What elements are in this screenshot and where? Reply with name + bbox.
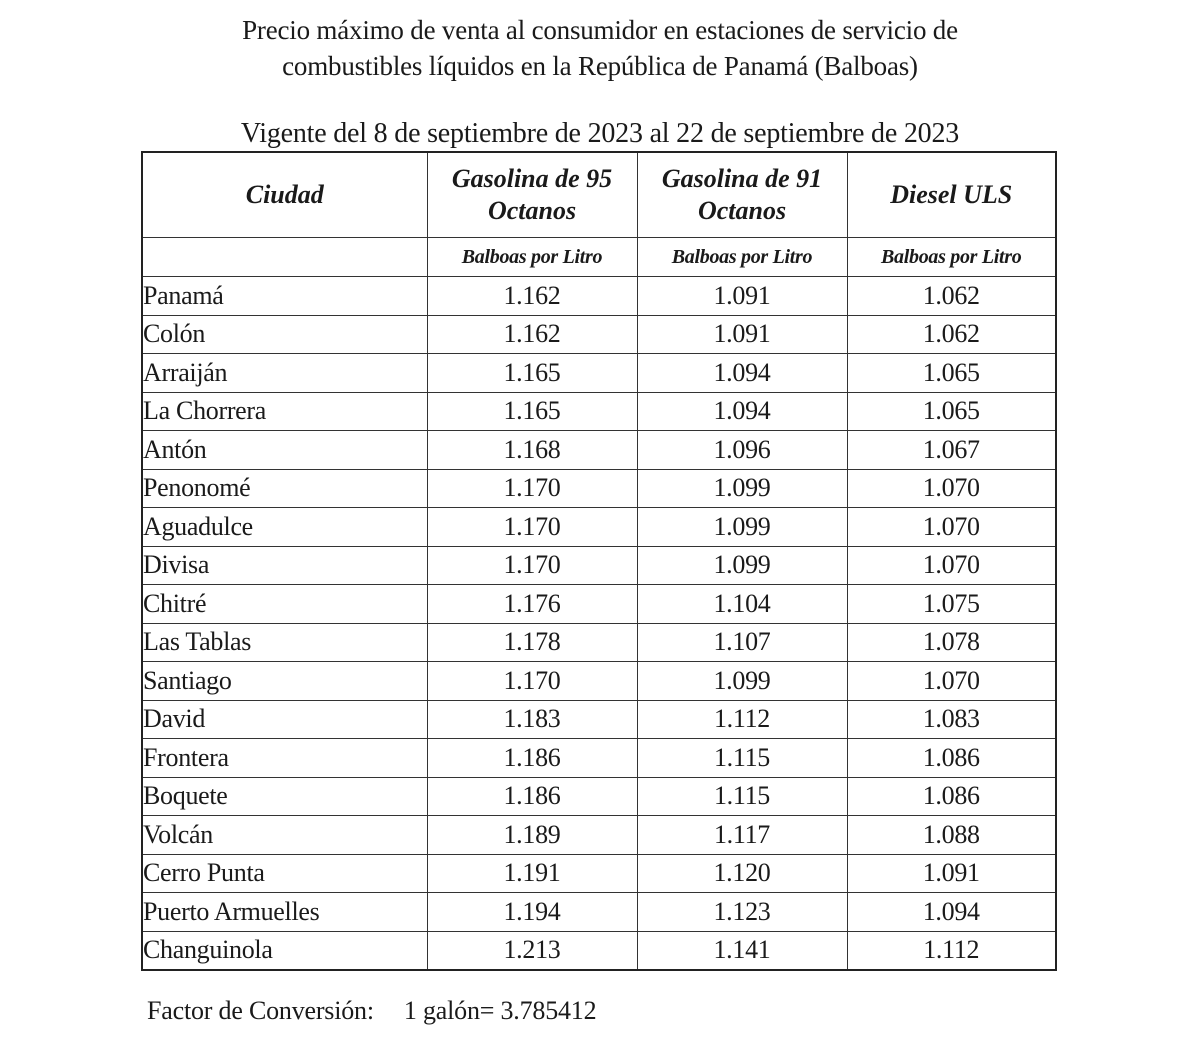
gas95-cell: 1.170	[427, 508, 637, 547]
diesel-cell: 1.088	[847, 816, 1056, 855]
gas95-cell: 1.165	[427, 392, 637, 431]
city-cell: David	[142, 700, 427, 739]
document-title	[0, 12, 1200, 84]
unit-city-empty	[142, 238, 427, 277]
header-gas95	[427, 152, 637, 238]
diesel-cell: 1.065	[847, 392, 1056, 431]
gas91-cell: 1.123	[637, 893, 847, 932]
gas95-cell: 1.165	[427, 354, 637, 393]
title-line-1: Precio máximo de venta al consumidor en estaciones de servicio de	[242, 15, 958, 45]
table-row	[142, 469, 1056, 508]
diesel-cell: 1.065	[847, 354, 1056, 393]
conversion-factor	[147, 994, 596, 1028]
city-cell: Antón	[142, 431, 427, 470]
title-line-2: combustibles líquidos en la República de Panamá (Balboas)	[282, 51, 918, 81]
city-cell: Volcán	[142, 816, 427, 855]
diesel-cell: 1.070	[847, 662, 1056, 701]
gas95-cell: 1.170	[427, 546, 637, 585]
table-row	[142, 546, 1056, 585]
city-cell: Arraiján	[142, 354, 427, 393]
gas91-cell: 1.091	[637, 315, 847, 354]
diesel-cell: 1.086	[847, 777, 1056, 816]
gas91-cell: 1.120	[637, 854, 847, 893]
diesel-cell: 1.112	[847, 931, 1056, 970]
city-cell: Frontera	[142, 739, 427, 778]
gas91-cell: 1.091	[637, 277, 847, 316]
gas91-cell: 1.096	[637, 431, 847, 470]
gas91-cell: 1.104	[637, 585, 847, 624]
table-row	[142, 777, 1056, 816]
gas91-cell: 1.099	[637, 508, 847, 547]
table-row	[142, 277, 1056, 316]
table-row	[142, 354, 1056, 393]
conversion-value: 1 galón= 3.785412	[403, 996, 597, 1025]
gas95-cell: 1.189	[427, 816, 637, 855]
gas95-cell: 1.178	[427, 623, 637, 662]
gas95-cell: 1.162	[427, 315, 637, 354]
gas95-cell: 1.170	[427, 469, 637, 508]
diesel-cell: 1.062	[847, 315, 1056, 354]
city-cell: Colón	[142, 315, 427, 354]
header-diesel-label: Diesel ULS	[890, 180, 1013, 209]
gas95-cell: 1.186	[427, 777, 637, 816]
gas91-cell: 1.099	[637, 469, 847, 508]
diesel-cell: 1.075	[847, 585, 1056, 624]
gas95-cell: 1.213	[427, 931, 637, 970]
city-cell: Aguadulce	[142, 508, 427, 547]
table-row	[142, 854, 1056, 893]
header-row	[142, 152, 1056, 238]
gas91-cell: 1.094	[637, 354, 847, 393]
city-cell: Changuinola	[142, 931, 427, 970]
conversion-label: Factor de Conversión:	[147, 996, 374, 1025]
table-row	[142, 392, 1056, 431]
table-row	[142, 700, 1056, 739]
diesel-cell: 1.070	[847, 469, 1056, 508]
gas91-cell: 1.107	[637, 623, 847, 662]
city-cell: Panamá	[142, 277, 427, 316]
city-cell: Divisa	[142, 546, 427, 585]
city-cell: La Chorrera	[142, 392, 427, 431]
diesel-cell: 1.091	[847, 854, 1056, 893]
gas95-cell: 1.183	[427, 700, 637, 739]
gas95-cell: 1.186	[427, 739, 637, 778]
city-cell: Puerto Armuelles	[142, 893, 427, 932]
gas91-cell: 1.099	[637, 546, 847, 585]
gas95-cell: 1.191	[427, 854, 637, 893]
diesel-cell: 1.086	[847, 739, 1056, 778]
header-city-label: Ciudad	[245, 180, 324, 209]
diesel-cell: 1.062	[847, 277, 1056, 316]
unit-gas95: Balboas por Litro	[427, 238, 637, 277]
city-cell: Boquete	[142, 777, 427, 816]
gas95-cell: 1.162	[427, 277, 637, 316]
header-gas95-line2: Octanos	[487, 196, 577, 225]
city-cell: Chitré	[142, 585, 427, 624]
city-cell: Cerro Punta	[142, 854, 427, 893]
gas91-cell: 1.141	[637, 931, 847, 970]
table-row	[142, 315, 1056, 354]
city-cell: Penonomé	[142, 469, 427, 508]
table-row	[142, 816, 1056, 855]
gas95-cell: 1.170	[427, 662, 637, 701]
gas91-cell: 1.112	[637, 700, 847, 739]
gas95-cell: 1.168	[427, 431, 637, 470]
units-row	[142, 238, 1056, 277]
gas95-cell: 1.176	[427, 585, 637, 624]
table-row	[142, 508, 1056, 547]
city-cell: Santiago	[142, 662, 427, 701]
diesel-cell: 1.094	[847, 893, 1056, 932]
header-gas95-line1: Gasolina de 95	[451, 164, 613, 193]
diesel-cell: 1.067	[847, 431, 1056, 470]
diesel-cell: 1.070	[847, 546, 1056, 585]
city-cell: Las Tablas	[142, 623, 427, 662]
gas91-cell: 1.115	[637, 739, 847, 778]
table-row	[142, 931, 1056, 970]
gas91-cell: 1.099	[637, 662, 847, 701]
header-gas91-line2: Octanos	[697, 196, 787, 225]
header-diesel	[847, 152, 1056, 238]
gas91-cell: 1.115	[637, 777, 847, 816]
unit-gas91: Balboas por Litro	[637, 238, 847, 277]
fuel-price-table	[141, 151, 1057, 971]
diesel-cell: 1.083	[847, 700, 1056, 739]
header-gas91	[637, 152, 847, 238]
table-row	[142, 662, 1056, 701]
validity-period: Vigente del 8 de septiembre de 2023 al 22 de septiembre de 2023	[240, 118, 960, 149]
table-row	[142, 623, 1056, 662]
table-row	[142, 431, 1056, 470]
header-city	[142, 152, 427, 238]
gas91-cell: 1.094	[637, 392, 847, 431]
gas95-cell: 1.194	[427, 893, 637, 932]
header-gas91-line1: Gasolina de 91	[661, 164, 823, 193]
diesel-cell: 1.070	[847, 508, 1056, 547]
table-row	[142, 893, 1056, 932]
diesel-cell: 1.078	[847, 623, 1056, 662]
table-row	[142, 585, 1056, 624]
gas91-cell: 1.117	[637, 816, 847, 855]
table-row	[142, 739, 1056, 778]
unit-diesel: Balboas por Litro	[847, 238, 1056, 277]
